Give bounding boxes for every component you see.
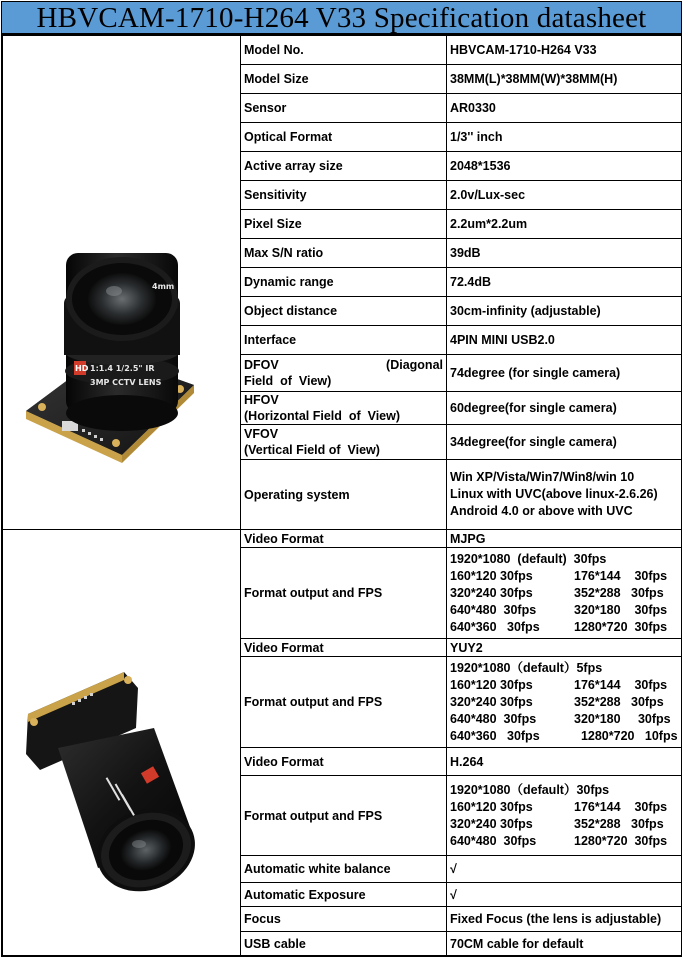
fps-item: 352*288 30fps [574,816,664,831]
table-row [3,530,682,548]
camera-photo-side-cell [3,530,241,956]
spec-value: 2.0v/Lux-sec [447,181,682,210]
feature-value: 70CM cable for default [447,932,682,956]
camera-side-image [4,538,240,948]
fps-item: 640*480 30fps [450,711,537,726]
spec-label: VFOV (Vertical Field of View) [241,425,447,460]
spec-table [2,35,682,956]
spec-table-container [1,34,682,957]
fps-grid [450,568,678,636]
fps-item: 176*144 30fps [574,799,668,814]
spec-value: 2048*1536 [447,152,682,181]
fps-item: 320*180 30fps [574,711,671,726]
fps-item: 640*360 30fps [450,728,540,743]
lens-glass [88,273,156,325]
fps-item: 1280*720 10fps [574,728,678,743]
spec-value: 74degree (for single camera) [447,355,682,392]
fps-label: Format output and FPS [241,548,447,639]
spec-label: Max S/N ratio [241,239,447,268]
fps-item: 176*144 30fps [574,677,668,692]
camera-photo-front-cell [3,36,241,530]
lens-name-label: 3MP CCTV LENS [89,377,161,387]
spec-label: HFOV (Horizontal Field of View) [241,392,447,425]
format-value: YUY2 [447,639,682,657]
spec-value: 1/3'' inch [447,123,682,152]
camera-front-image [4,103,240,463]
fps-item: 1280*720 30fps [574,833,668,848]
fps-item: 320*240 30fps [450,816,533,831]
spec-value: 60degree(for single camera) [447,392,682,425]
fps-head: 1920*1080 (default) 30fps [450,551,607,566]
fps-label: Format output and FPS [241,657,447,748]
fps-item: 320*240 30fps [450,694,533,709]
fps-head: 1920*1080（default）5fps [450,660,603,675]
fps-item: 160*120 30fps [450,568,533,583]
spec-label: Operating system [241,460,447,530]
lens-spec-label: 1:1.4 1/2.5" IR [89,363,154,373]
feature-label: USB cable [241,932,447,956]
spec-label: Sensor [241,94,447,123]
feature-value-check: √ [447,883,682,907]
fps-item: 352*288 30fps [574,694,664,709]
feature-label: Focus [241,907,447,932]
fps-item: 176*144 30fps [574,568,668,583]
fps-label: Format output and FPS [241,776,447,856]
lens-hd-label: HD [74,363,88,373]
fps-item: 160*120 30fps [450,677,533,692]
spec-value: 38MM(L)*38MM(W)*38MM(H) [447,65,682,94]
format-label: Video Format [241,748,447,776]
fps-item: 1280*720 30fps [574,619,668,634]
lens-focal-label: 4mm [151,281,174,291]
spec-value: 72.4dB [447,268,682,297]
fps-item: 640*480 30fps [450,602,537,617]
spec-label: Optical Format [241,123,447,152]
format-label: Video Format [241,639,447,657]
spec-value: 39dB [447,239,682,268]
spec-label: Model No. [241,36,447,65]
spec-label: Model Size [241,65,447,94]
format-label: Video Format [241,530,447,548]
fps-grid [450,799,678,850]
spec-value: 30cm-infinity (adjustable) [447,297,682,326]
page-title: HBVCAM-1710-H264 V33 Specification datasheet [1,1,682,34]
fps-item: 640*360 30fps [450,619,540,634]
spec-label: Sensitivity [241,181,447,210]
spec-label: Object distance [241,297,447,326]
fps-item: 320*240 30fps [450,585,533,600]
spec-label: Dynamic range [241,268,447,297]
spec-value: 34degree(for single camera) [447,425,682,460]
spec-label: Interface [241,326,447,355]
spec-value: HBVCAM-1710-H264 V33 [447,36,682,65]
spec-value: AR0330 [447,94,682,123]
spec-label: Pixel Size [241,210,447,239]
feature-label: Automatic Exposure [241,883,447,907]
spec-value: 2.2um*2.2um [447,210,682,239]
fps-item: 352*288 30fps [574,585,664,600]
spec-value: Win XP/Vista/Win7/Win8/win 10 Linux with UVC(above linux-2.6.26) Android 4.0 or above with UVC [447,460,682,530]
fps-item: 160*120 30fps [450,799,533,814]
feature-label: Automatic white balance [241,856,447,883]
fps-item: 640*480 30fps [450,833,537,848]
fps-grid [450,677,678,745]
fps-list [447,776,682,856]
fps-list [447,548,682,639]
spec-label-part: Field of View) [244,374,332,388]
format-value: MJPG [447,530,682,548]
format-value: H.264 [447,748,682,776]
spec-value: 4PIN MINI USB2.0 [447,326,682,355]
fps-item: 320*180 30fps [574,602,668,617]
feature-value-check: √ [447,856,682,883]
spec-label-part: DFOV [244,358,279,372]
table-row [3,36,682,65]
feature-value: Fixed Focus (the lens is adjustable) [447,907,682,932]
spec-label [241,355,447,392]
spec-label-part: (Diagonal [386,358,443,372]
fps-list [447,657,682,748]
fps-head: 1920*1080（default）30fps [450,782,610,797]
spec-label: Active array size [241,152,447,181]
